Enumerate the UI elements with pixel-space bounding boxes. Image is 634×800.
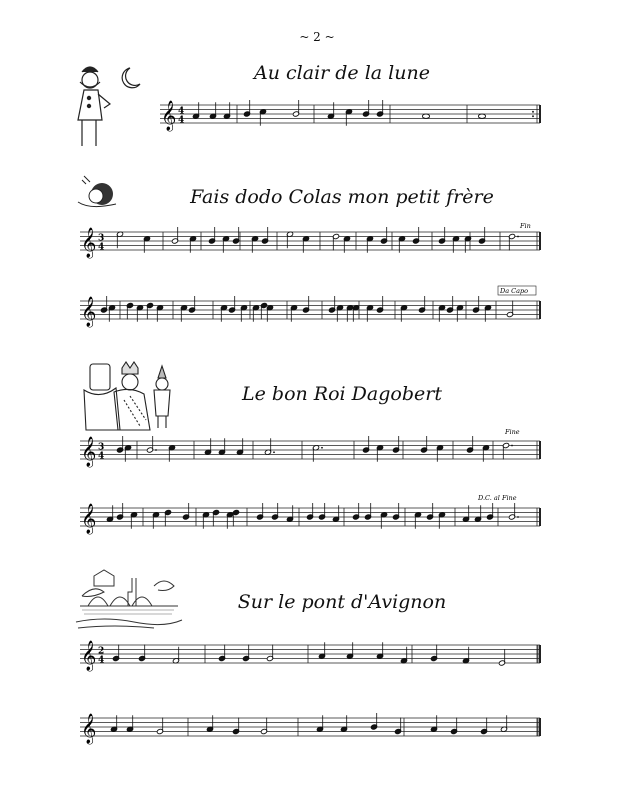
dot [517, 516, 519, 518]
time-signature: 4 [178, 115, 185, 126]
dot [517, 236, 519, 238]
dot [155, 449, 157, 451]
dc-al-fine-mark: D.C. al Fine [478, 494, 517, 502]
time-signature: 4 [178, 106, 185, 117]
treble-clef: 𝄞 [81, 641, 97, 671]
time-signature: 4 [98, 242, 105, 253]
dot [511, 445, 513, 447]
song-title-dagobert: Le bon Roi Dagobert [242, 383, 442, 405]
treble-clef: 𝄞 [81, 437, 97, 467]
repeat-dot [532, 111, 534, 113]
time-signature: 2 [98, 646, 105, 657]
time-signature: 4 [98, 451, 105, 462]
treble-clef: 𝄞 [161, 101, 177, 131]
time-signature: 3 [98, 442, 105, 453]
time-signature: 3 [98, 233, 105, 244]
song-title-au-clair: Au clair de la lune [254, 62, 430, 84]
da-capo-mark: Da Capo [500, 287, 529, 295]
dot [273, 451, 275, 453]
treble-clef: 𝄞 [81, 228, 97, 258]
treble-clef: 𝄞 [81, 714, 97, 744]
fin-mark: Fin [520, 222, 531, 230]
note-head [478, 114, 485, 118]
dot [321, 447, 323, 449]
time-signature: 4 [98, 655, 105, 666]
page-number: ~ 2 ~ [299, 30, 335, 44]
treble-clef: 𝄞 [81, 504, 97, 534]
treble-clef: 𝄞 [81, 297, 97, 327]
fine-mark: Fine [505, 428, 520, 436]
song-title-avignon: Sur le pont d'Avignon [237, 591, 447, 613]
note-head [422, 114, 429, 118]
repeat-dot [532, 115, 534, 117]
song-title-fais-dodo: Fais dodo Colas mon petit frère [190, 186, 494, 208]
